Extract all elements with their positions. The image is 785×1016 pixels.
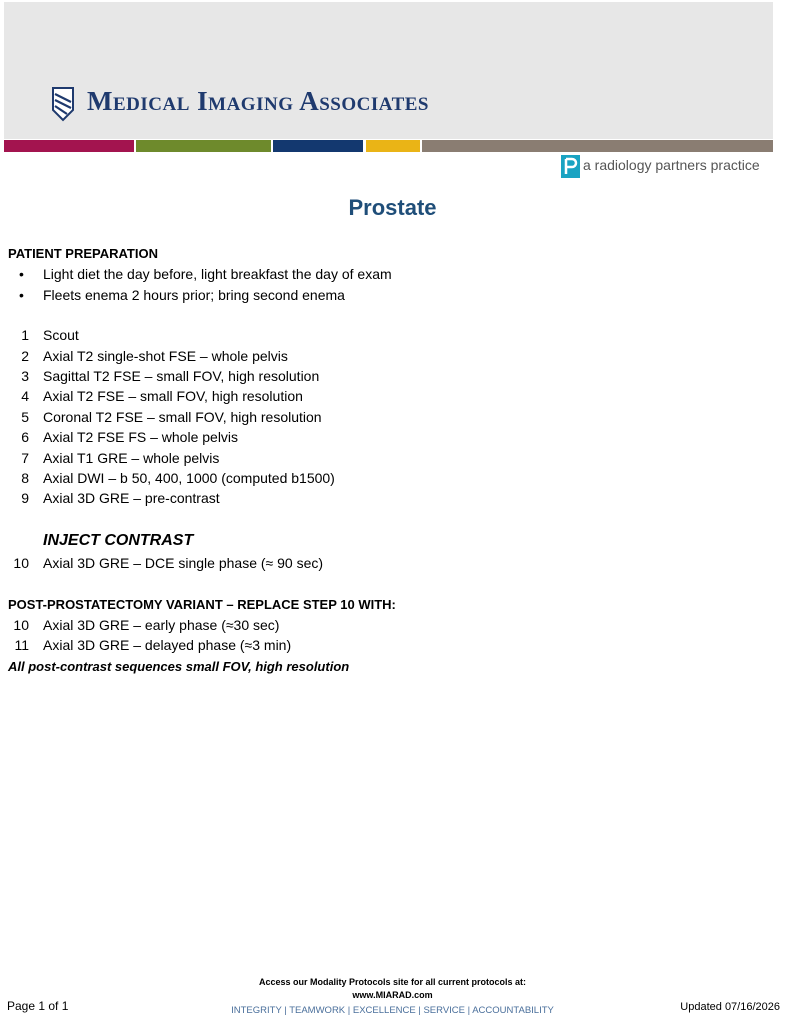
step-text: Axial T1 GRE – whole pelvis xyxy=(43,450,220,466)
updated-date: Updated 07/16/2026 xyxy=(680,1001,780,1013)
step-number: 11 xyxy=(14,637,29,653)
variant-heading: POST-PROSTATECTOMY VARIANT – REPLACE STEP 10 WITH: xyxy=(8,597,396,612)
step-number: 10 xyxy=(13,617,29,633)
footer-url: www.MIARAD.com xyxy=(352,990,433,1000)
footer-access-text: Access our Modality Protocols site for all current protocols at: xyxy=(258,977,527,987)
step-text: Axial T2 FSE – small FOV, high resolution xyxy=(43,388,303,404)
color-stripe-olive xyxy=(136,140,271,152)
step-text: Axial 3D GRE – pre-contrast xyxy=(43,490,220,506)
step-text: Coronal T2 FSE – small FOV, high resolution xyxy=(43,409,322,425)
shield-stripes-icon xyxy=(51,86,75,122)
step-text: Axial 3D GRE – early phase (≈30 sec) xyxy=(43,617,280,633)
post-contrast-note: All post-contrast sequences small FOV, high resolution xyxy=(8,659,350,674)
step-number: 5 xyxy=(21,409,29,425)
color-stripe-gold xyxy=(366,140,420,152)
color-stripe-navy xyxy=(273,140,363,152)
bullet-icon: • xyxy=(19,266,24,282)
rp-logo-icon xyxy=(561,155,580,178)
header-banner xyxy=(4,2,773,139)
step-number: 8 xyxy=(21,470,29,486)
step-text: Axial 3D GRE – delayed phase (≈3 min) xyxy=(43,637,292,653)
step-text: Axial 3D GRE – DCE single phase (≈ 90 sec) xyxy=(43,555,324,571)
step-number: 4 xyxy=(21,388,29,404)
prep-item-text: Fleets enema 2 hours prior; bring second enema xyxy=(43,287,345,303)
page-title: Prostate xyxy=(348,195,437,220)
step-number: 2 xyxy=(21,348,29,364)
step-text: Sagittal T2 FSE – small FOV, high resolution xyxy=(43,368,320,384)
step-number: 3 xyxy=(21,368,29,384)
patient-preparation-heading: PATIENT PREPARATION xyxy=(8,246,158,261)
company-name: Medical Imaging Associates xyxy=(87,86,429,116)
step-number: 6 xyxy=(21,429,29,445)
step-text: Axial DWI – b 50, 400, 1000 (computed b1500) xyxy=(43,470,335,486)
step-number: 10 xyxy=(13,555,29,571)
step-number: 7 xyxy=(21,450,29,466)
page-number: Page 1 of 1 xyxy=(7,999,69,1013)
step-number: 1 xyxy=(21,327,29,343)
step-text: Axial T2 single-shot FSE – whole pelvis xyxy=(43,348,288,364)
bullet-icon: • xyxy=(19,287,24,303)
color-stripe-taupe xyxy=(422,140,773,152)
color-stripe-crimson xyxy=(4,140,134,152)
step-number: 9 xyxy=(21,490,29,506)
prep-item-text: Light diet the day before, light breakfast the day of exam xyxy=(43,266,392,282)
step-text: Scout xyxy=(43,327,79,343)
footer-values: INTEGRITY | TEAMWORK | EXCELLENCE | SERVICE | ACCOUNTABILITY xyxy=(231,1005,554,1016)
inject-contrast-label: INJECT CONTRAST xyxy=(43,532,194,549)
step-text: Axial T2 FSE FS – whole pelvis xyxy=(43,429,239,445)
partner-tagline: a radiology partners practice xyxy=(583,157,760,173)
